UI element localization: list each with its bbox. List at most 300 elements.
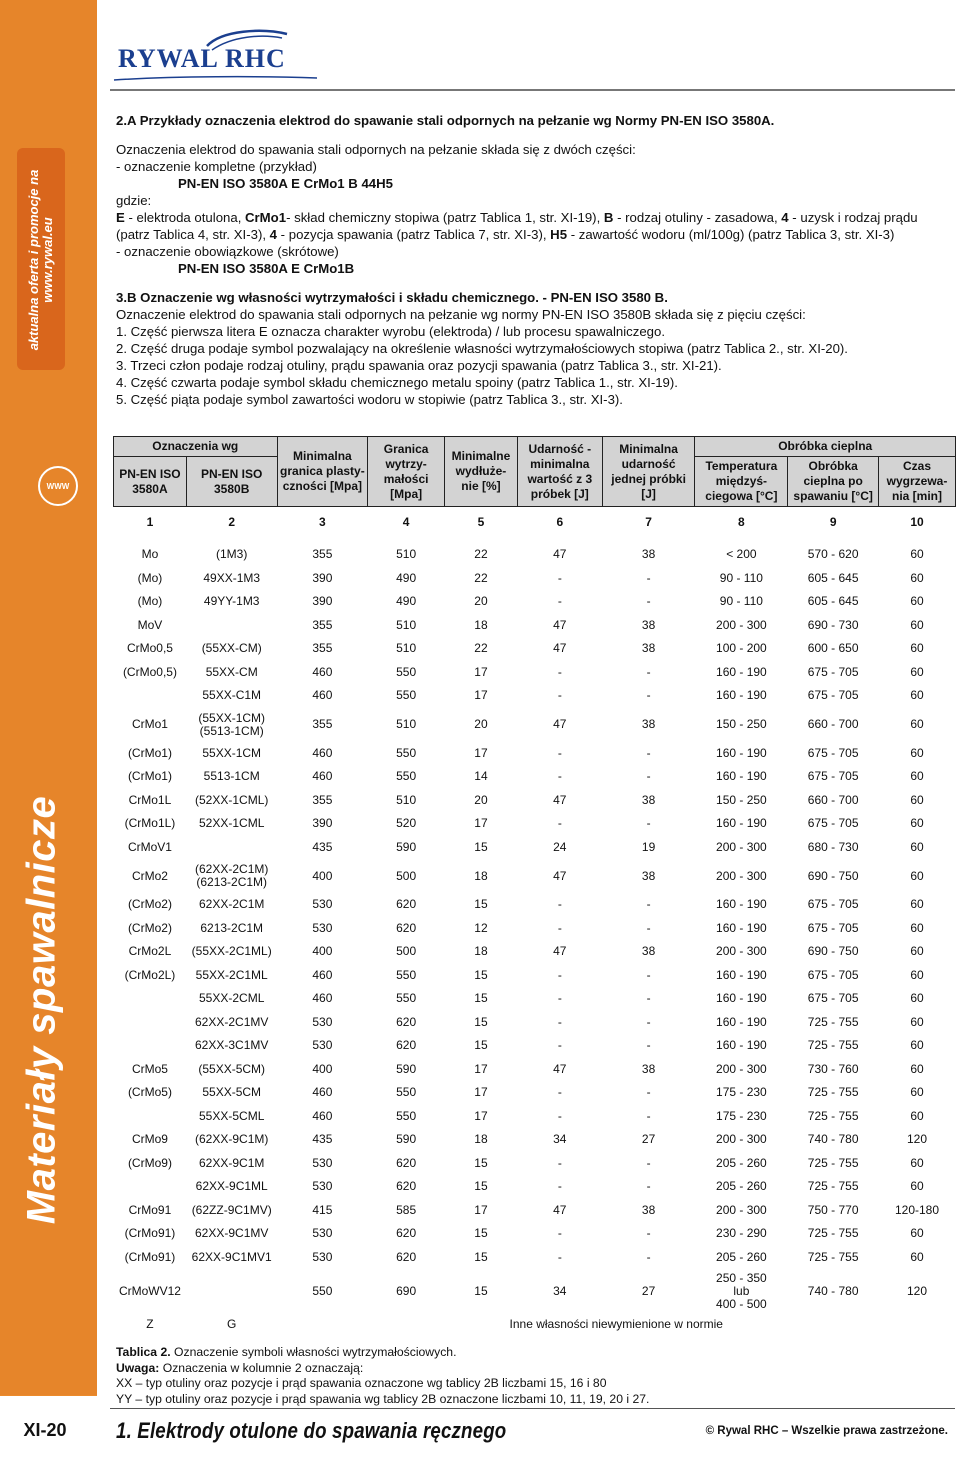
table-cell: 550 (396, 769, 417, 784)
table-row (114, 567, 956, 591)
section-b-intro: Oznaczenie elektrod do spawania stali odpornych na pełzanie wg normy PN-EN ISO 3580B składa się z pięciu części: (116, 307, 806, 322)
table-cell: 47 (553, 944, 567, 959)
table-cell (114, 684, 187, 708)
header-col8: Temperatura międzyś-ciegowa [°C] (695, 457, 788, 507)
table-cell: 5 (445, 507, 518, 538)
section-b-title: 3.B Oznaczenie wg własności wytrzymałości i składu chemicznego. - PN-EN ISO 3580 B. (116, 290, 668, 305)
table-cell: - (646, 1155, 651, 1170)
table-cell: 100 - 200 (716, 641, 767, 656)
table-cell: 55XX-2CML (199, 991, 265, 1006)
table-cell: 500 (396, 868, 417, 883)
table-cell: 150 - 250 (716, 717, 767, 731)
table-cell: - (557, 816, 562, 831)
table-cell: 675 - 705 (807, 991, 859, 1006)
table-cell: - (557, 664, 562, 679)
table-cell: 60 (910, 594, 924, 609)
table-cell: 15 (474, 1226, 488, 1241)
table-cell: 49XX-1M3 (203, 570, 261, 585)
table-row (114, 614, 956, 638)
table-cell: 62XX-9C1MV (195, 1226, 269, 1241)
table-row (114, 765, 956, 789)
table-cell: - (646, 967, 651, 982)
table-cell: 675 - 705 (807, 967, 859, 982)
table-cell: 60 (910, 745, 924, 760)
table-cell: 120-180 (894, 1202, 940, 1217)
table-cell: 675 - 705 (807, 920, 859, 935)
table-cell: 605 - 645 (807, 594, 859, 609)
table-row (114, 590, 956, 614)
table-row (114, 1011, 956, 1035)
table-cell: 725 - 755 (807, 1038, 859, 1053)
table-cell: 20 (474, 717, 488, 731)
table-cell: 60 (910, 664, 924, 679)
table-cell: - (646, 1179, 651, 1194)
table-caption (116, 1345, 954, 1361)
table-cell: 725 - 755 (807, 1014, 859, 1029)
table-cell: 460 (312, 991, 333, 1006)
table-row (114, 742, 956, 766)
table-cell: 570 - 620 (807, 547, 859, 562)
table-cell: (CrMo2) (127, 897, 172, 912)
section-b-item: 4. Część czwarta podaje symbol składu chemicznego metalu spoiny (patrz Tablica 1., str. XI-19). (116, 375, 678, 390)
table-cell: (52XX-1CML) (195, 792, 269, 807)
table-cell: 38 (641, 944, 656, 959)
crmo-symbol: CrMo1 (245, 210, 287, 225)
table-cell: 55XX-C1M (202, 688, 262, 703)
table-cell: 3 (277, 507, 368, 538)
table-cell: 435 (312, 839, 333, 854)
table-cell: 550 (396, 1085, 417, 1100)
table-cell: 55XX-5CML (199, 1108, 265, 1123)
table-cell: 175 - 230 (716, 1108, 767, 1123)
full-designation-label: - oznaczenie kompletne (przykład) (116, 159, 317, 174)
table-row (114, 893, 956, 917)
table-cell: 160 - 190 (716, 688, 767, 703)
table-cell: (62XX-2C1M) (6213-2C1M) (195, 862, 269, 889)
bottom-divider (110, 1408, 955, 1409)
table-cell: CrMoV1 (127, 839, 172, 854)
table-cell: 205 - 260 (716, 1179, 767, 1194)
table-cell: - (557, 920, 562, 935)
table-cell: 550 (312, 1283, 333, 1298)
table-cell: - (646, 897, 651, 912)
table-cell: 200 - 300 (716, 1061, 767, 1076)
table-cell: 60 (910, 1226, 924, 1241)
table-cell: 24 (553, 839, 567, 854)
table-cell: 730 - 760 (807, 1061, 859, 1076)
table-cell: 460 (312, 1085, 333, 1100)
table-cell: (CrMo0,5) (122, 664, 177, 679)
table-cell: 120 (906, 1132, 928, 1147)
table-cell: 675 - 705 (807, 664, 859, 679)
table-cell: 460 (312, 1108, 333, 1123)
table-cell: - (646, 1108, 651, 1123)
section-b-item: 2. Część druga podaje symbol pozwalający na określenie własności wytrzymałościowych stopiwa (patrz Tablica 2., str. XI-20). (116, 341, 848, 356)
table-row (114, 661, 956, 685)
table-cell: 62XX-9C1MV1 (191, 1249, 272, 1264)
table-row (114, 1034, 956, 1058)
table-cell: 47 (553, 641, 567, 656)
table-cell: 415 (312, 1202, 333, 1217)
table-cell: 160 - 190 (716, 664, 767, 679)
table-cell: (1M3) (216, 547, 248, 562)
table-cell: 550 (396, 664, 417, 679)
h5-text: - zawartość wodoru (ml/100g) (patrz Tablica 3, str. XI-3) (567, 227, 895, 242)
table-cell: - (557, 897, 562, 912)
table-cell: 390 (312, 594, 333, 609)
e-symbol: E (116, 210, 125, 225)
table-cell: 6 (517, 507, 602, 538)
table-cell: 4 (368, 507, 445, 538)
table-cell: 47 (553, 868, 567, 883)
table-row (114, 1269, 956, 1313)
table-cell: 460 (312, 745, 333, 760)
table-cell: 15 (474, 839, 488, 854)
table-body (114, 507, 956, 1337)
table-cell: 160 - 190 (716, 745, 767, 760)
four2-text: - pozycja spawania (patrz Tablica 7, str. XI-3), (277, 227, 551, 242)
main-content (116, 112, 954, 408)
table-cell: CrMo9 (131, 1132, 168, 1147)
table-cell: 660 - 700 (807, 717, 859, 731)
table-cell: Z (146, 1317, 154, 1332)
table-cell: 60 (910, 570, 924, 585)
table-cell: CrMo2L (128, 944, 172, 959)
table-cell: 15 (474, 1179, 488, 1194)
table-cell: 60 (910, 617, 924, 632)
table-cell (186, 614, 277, 638)
caption-label: Tablica 2. (116, 1345, 171, 1359)
table-cell: 690 (396, 1283, 417, 1298)
table-cell: 17 (474, 688, 488, 703)
caption-text: Oznaczenie symboli własności wytrzymałościowych. (170, 1345, 457, 1359)
table-row (114, 1246, 956, 1270)
table-cell: G (227, 1317, 237, 1332)
table-row (114, 964, 956, 988)
table-cell: 15 (474, 1038, 488, 1053)
header-col4: Granica wytrzy-małości [Mpa] (368, 437, 445, 507)
table-cell: 62XX-2C1M (199, 897, 265, 912)
table-cell: 15 (474, 897, 488, 912)
header-col5: Minimalne wydłuże-nie [%] (445, 437, 518, 507)
table-cell: 60 (910, 688, 924, 703)
section-b-list (116, 323, 954, 408)
table-cell: 150 - 250 (716, 792, 767, 807)
table-cell: 60 (910, 547, 924, 562)
table-cell: 600 - 650 (807, 641, 859, 656)
table-cell: 460 (312, 769, 333, 784)
uwaga-text: Oznaczenia w kolumnie 2 oznaczają: (159, 1360, 364, 1375)
table-cell: 460 (312, 967, 333, 982)
table-cell: 510 (396, 641, 417, 656)
table-cell: CrMo5 (131, 1061, 168, 1076)
table-cell: 47 (553, 547, 567, 562)
table-cell: 17 (474, 664, 488, 679)
table-cell: 620 (396, 1038, 417, 1053)
table-row-other (114, 1313, 956, 1337)
table-cell: 47 (553, 1202, 567, 1217)
table-row (114, 1175, 956, 1199)
table-cell: 160 - 190 (716, 1038, 767, 1053)
table-cell: - (646, 769, 651, 784)
table-cell: 550 (396, 1108, 417, 1123)
table-cell: 620 (396, 1179, 417, 1194)
table-cell: 60 (910, 1249, 924, 1264)
header-col9: Obróbka cieplna po spawaniu [°C] (788, 457, 879, 507)
table-cell: 400 (312, 1061, 333, 1076)
table-cell: 60 (910, 897, 924, 912)
table-cell: 750 - 770 (807, 1202, 859, 1217)
table-cell: 14 (474, 769, 488, 784)
table-cell: 47 (553, 617, 567, 632)
table-cell: 500 (396, 944, 417, 959)
table-cell: 355 (312, 547, 333, 562)
table-cell: 460 (312, 664, 333, 679)
table-cell: 60 (910, 792, 924, 807)
table-cell: 55XX-2C1ML (195, 967, 268, 982)
table-cell: 675 - 705 (807, 897, 859, 912)
section-b-item: 1. Część pierwsza litera E oznacza charakter wyrobu (elektroda) / lub procesu spawalniczego. (116, 324, 666, 339)
table-row (114, 1058, 956, 1082)
table-cell: - (646, 1249, 651, 1264)
table-cell: 690 - 750 (807, 944, 859, 959)
table-cell: 550 (396, 745, 417, 760)
table-cell: (Mo) (137, 570, 163, 585)
table-cell: 55XX-5CM (202, 1085, 262, 1100)
table-row (114, 836, 956, 860)
table-cell: 15 (474, 1155, 488, 1170)
logo-text: RYWAL RHC (118, 44, 286, 73)
table-cell: 590 (396, 1132, 417, 1147)
table-cell: 20 (474, 792, 488, 807)
table-cell: - (557, 594, 562, 609)
table-cell: 10 (879, 507, 956, 538)
table-cell: 230 - 290 (716, 1226, 767, 1241)
uwaga-label: Uwaga: (116, 1360, 160, 1375)
table-cell: CrMo1L (128, 792, 172, 807)
table-cell: 400 (312, 944, 333, 959)
table-cell: 200 - 300 (716, 617, 767, 632)
table-cell: 590 (396, 839, 417, 854)
table-cell: 530 (312, 1226, 333, 1241)
table-cell: 390 (312, 816, 333, 831)
table-cell: 355 (312, 617, 333, 632)
table-cell: 27 (641, 1132, 656, 1147)
table-cell: 15 (474, 1014, 488, 1029)
table-cell: - (557, 1249, 562, 1264)
table-cell: - (557, 967, 562, 982)
table-cell: 510 (396, 547, 417, 562)
footer-title: 1. Elektrody otulone do spawania ręcznego (116, 1418, 507, 1443)
table-cell: 660 - 700 (807, 792, 859, 807)
table-cell: 205 - 260 (716, 1249, 767, 1264)
four-text: - uzysk i rodzaj prądu (patrz Tablica 4, str. XI-3), (116, 210, 918, 242)
table-cell: 47 (553, 792, 567, 807)
table-cell: 200 - 300 (716, 868, 767, 883)
table-row (114, 1081, 956, 1105)
table-cell: 15 (474, 1249, 488, 1264)
table-cell: 38 (641, 1061, 656, 1076)
table-cell: - (557, 1038, 562, 1053)
table-cell: 435 (312, 1132, 333, 1147)
table-cell: 530 (312, 1155, 333, 1170)
table-cell: 18 (474, 944, 488, 959)
section-b-item: 5. Część piąta podaje symbol zawartości wodoru w stopiwie (patrz Tablica 3., str. XI-3). (116, 392, 623, 407)
header-col2: PN-EN ISO 3580B (186, 457, 277, 507)
table-cell: - (557, 1179, 562, 1194)
table-cell: (CrMo5) (127, 1085, 172, 1100)
table-cell: 620 (396, 1014, 417, 1029)
table-cell: 520 (396, 816, 417, 831)
table-row (114, 789, 956, 813)
table-cell: CrMo1 (131, 717, 168, 731)
table-cell: 18 (474, 1132, 488, 1147)
table-cell: 17 (474, 1108, 488, 1123)
table-cell: 620 (396, 920, 417, 935)
table-row (114, 987, 956, 1011)
table-cell: MoV (137, 617, 163, 632)
promo-text[interactable] (27, 170, 55, 351)
table-cell: 60 (910, 1179, 924, 1194)
table-cell: 590 (396, 1061, 417, 1076)
table-cell: 355 (312, 641, 333, 656)
table-cell: 17 (474, 1085, 488, 1100)
table-row (114, 684, 956, 708)
header-col1: PN-EN ISO 3580A (114, 457, 187, 507)
table-cell: 200 - 300 (716, 1132, 767, 1147)
table-row (114, 940, 956, 964)
table-row (114, 859, 956, 893)
table-cell: - (646, 594, 651, 609)
table-cell: (CrMo1) (127, 769, 172, 784)
table-cell: 160 - 190 (716, 1014, 767, 1029)
table-cell: 60 (910, 944, 924, 959)
header-group-obrobka: Obróbka cieplna (695, 437, 956, 457)
table-cell: (CrMo1L) (124, 816, 176, 831)
table-cell: 62XX-3C1MV (195, 1038, 269, 1053)
table-row (114, 1222, 956, 1246)
top-divider (110, 89, 955, 91)
table-cell: 52XX-1CML (199, 816, 265, 831)
table-cell (186, 1269, 277, 1313)
table-cell (114, 1034, 187, 1058)
table-cell: 17 (474, 745, 488, 760)
table-cell: 60 (910, 967, 924, 982)
table-row (114, 917, 956, 941)
crmo-text: - skład chemiczny stopiwa (patrz Tablica 1, str. XI-19), (286, 210, 604, 225)
table-cell: (CrMo1) (127, 745, 172, 760)
table-cell: 160 - 190 (716, 991, 767, 1006)
table-cell: 585 (396, 1202, 417, 1217)
table-cell: 680 - 730 (807, 839, 859, 854)
table-cell: 7 (602, 507, 695, 538)
table-cell: - (646, 1038, 651, 1053)
table-cell: 18 (474, 617, 488, 632)
table-cell: 740 - 780 (807, 1283, 859, 1298)
table-cell: 34 (553, 1132, 567, 1147)
b-text: - rodzaj otuliny - zasadowa, (613, 210, 782, 225)
column-number-row (114, 507, 956, 538)
table-cell: 60 (910, 1108, 924, 1123)
section-b-item: 3. Trzeci człon podaje rodzaj otuliny, prądu spawania oraz pozycji spawania (patrz Tablica 3., str. XI-21). (116, 358, 722, 373)
table-cell: 460 (312, 688, 333, 703)
table-cell: 62XX-9C1ML (195, 1179, 268, 1194)
table-cell: 60 (910, 717, 924, 731)
table-cell: - (646, 664, 651, 679)
table-cell: - (646, 920, 651, 935)
table-cell: 60 (910, 641, 924, 656)
table-cell: - (557, 769, 562, 784)
table-cell: 740 - 780 (807, 1132, 859, 1147)
where-label: gdzie: (116, 193, 152, 208)
table-cell: 690 - 730 (807, 617, 859, 632)
table-cell: 605 - 645 (807, 570, 859, 585)
table-cell: 38 (641, 717, 656, 731)
table-cell: - (646, 1014, 651, 1029)
table-cell: 60 (910, 1085, 924, 1100)
table-cell: 675 - 705 (807, 745, 859, 760)
table-cell: 620 (396, 1249, 417, 1264)
table-cell: (62ZZ-9C1MV) (191, 1202, 272, 1217)
table-cell: 200 - 300 (716, 944, 767, 959)
promo-line-1: aktualna oferta i promocje na (26, 169, 41, 351)
table-cell: (CrMo2L) (124, 967, 176, 982)
table-cell: 510 (396, 792, 417, 807)
table-cell: - (557, 1085, 562, 1100)
table-cell: CrMo2 (131, 868, 168, 883)
header-col10: Czas wygrzewa-nia [min] (879, 457, 956, 507)
designation-explanation (116, 209, 954, 243)
short-designation-example: PN-EN ISO 3580A E CrMo1B (178, 261, 355, 276)
table-row (114, 1105, 956, 1129)
table-cell: 6213-2C1M (200, 920, 264, 935)
table-cell: (62XX-9C1M) (195, 1132, 269, 1147)
table-row (114, 1152, 956, 1176)
table-cell: 530 (312, 1014, 333, 1029)
table-cell: 5513-1CM (203, 769, 260, 784)
table-cell: - (557, 1108, 562, 1123)
table-cell: 27 (641, 1283, 656, 1298)
h5-symbol: H5 (550, 227, 568, 242)
table-cell: - (557, 991, 562, 1006)
table-cell: 120 (906, 1283, 928, 1298)
promo-url[interactable]: www.rywal.eu (40, 217, 55, 303)
table-cell: 160 - 190 (716, 769, 767, 784)
table-cell: 60 (910, 991, 924, 1006)
table-cell: 620 (396, 1155, 417, 1170)
table-cell: 18 (474, 868, 488, 883)
e-text: - elektroda otulona, (124, 210, 246, 225)
table-cell: 20 (474, 594, 488, 609)
table-cell: 47 (553, 1061, 567, 1076)
table-cell: 160 - 190 (716, 897, 767, 912)
table-row (114, 812, 956, 836)
table-cell: - (557, 688, 562, 703)
table-cell: (CrMo91) (124, 1226, 176, 1241)
table-cell: - (646, 1226, 651, 1241)
short-designation-label: - oznaczenie obowiązkowe (skrótowe) (116, 244, 339, 259)
table-row (114, 1128, 956, 1152)
table-cell: - (646, 1085, 651, 1100)
table-cell: 17 (474, 1202, 488, 1217)
table-cell: - (646, 688, 651, 703)
designation-table (113, 436, 956, 1337)
table-cell: 725 - 755 (807, 1179, 859, 1194)
table-cell: 205 - 260 (716, 1155, 767, 1170)
table-cell (114, 1175, 187, 1199)
table-cell: 22 (474, 641, 488, 656)
table-cell: 22 (474, 570, 488, 585)
